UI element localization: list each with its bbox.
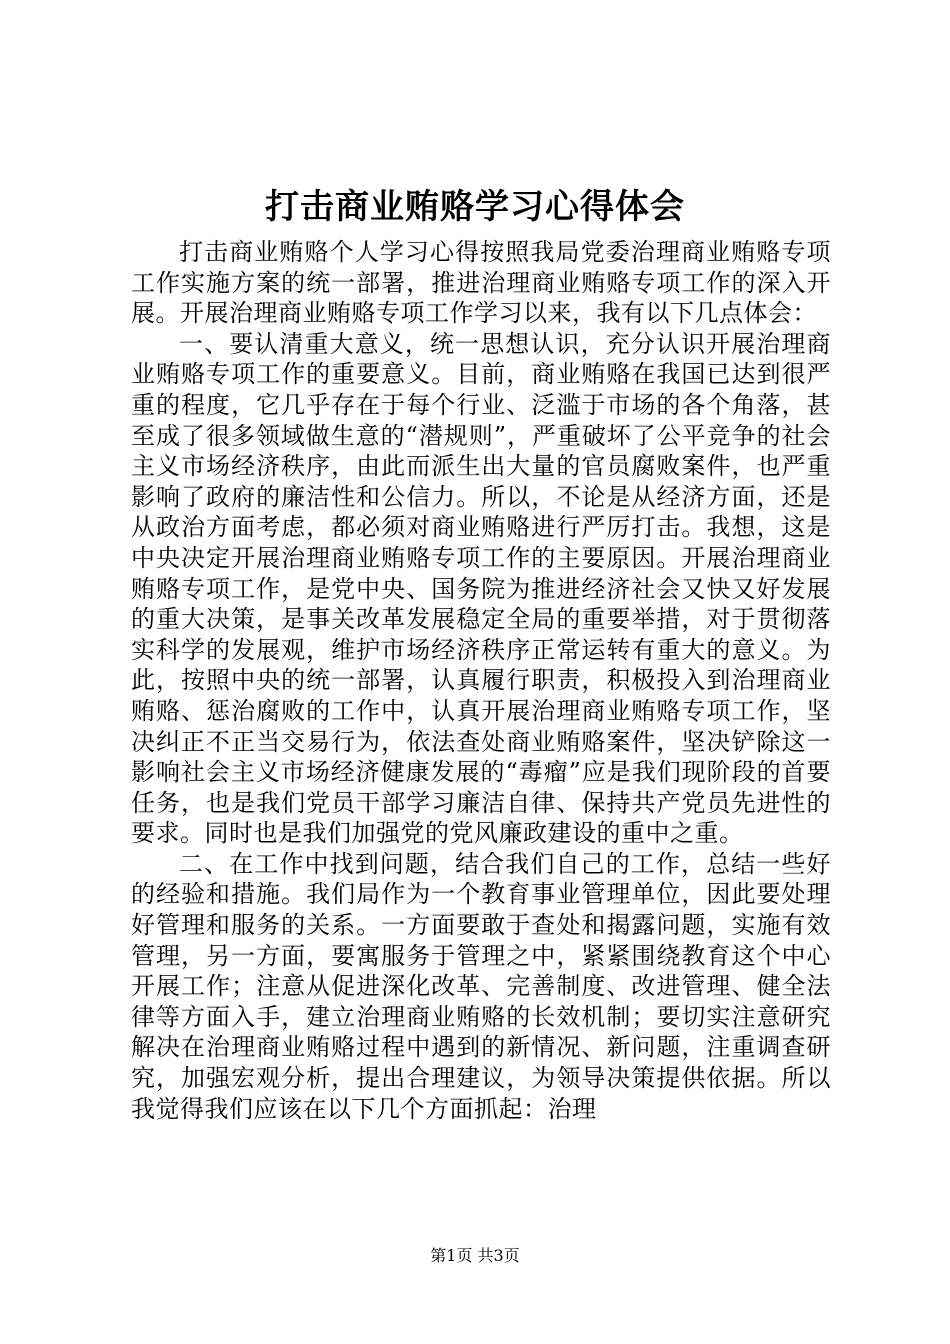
paragraph-point-two: 二、在工作中找到问题，结合我们自己的工作，总结一些好的经验和措施。我们局作为一个教育事业管理单位，因此要处理好管理和服务的关系。一方面要敢于查处和揭露问题，实施有效管理，另一方面，要寓服务于管理之中，紧紧围绕教育这个中心开展工作；注意从促进深化改革、完善制度、改进管理、健全法律等方面入手，建立治理商业贿赂的长效机制；要切实注意研究解决在治理商业贿赂过程中遇到的新情况、新问题，注重调查研究，加强宏观分析，提出合理建议，为领导决策提供依据。所以我觉得我们应该在以下几个方面抓起：治理 (131, 849, 831, 1123)
paragraph-intro: 打击商业贿赂个人学习心得按照我局党委治理商业贿赂专项工作实施方案的统一部署，推进治理商业贿赂专项工作的深入开展。开展治理商业贿赂专项工作学习以来，我有以下几点体会： (131, 238, 831, 328)
document-body (131, 237, 831, 1124)
page-number-footer: 第1页 共3页 (430, 1246, 520, 1265)
document-title: 打击商业贿赂学习心得体会 (265, 187, 685, 227)
paragraph-point-one: 一、要认清重大意义，统一思想认识，充分认识开展治理商业贿赂专项工作的重要意义。目前，商业贿赂在我国已达到很严重的程度，它几乎存在于每个行业、泛滥于市场的各个角落，甚至成了很多领域做生意的“潜规则”，严重破坏了公平竞争的社会主义市场经济秩序，由此而派生出大量的官员腐败案件，也严重影响了政府的廉洁性和公信力。所以，不论是从经济方面，还是从政治方面考虑，都必须对商业贿赂进行严厉打击。我想，这是中央决定开展治理商业贿赂专项工作的主要原因。开展治理商业贿赂专项工作，是党中央、国务院为推进经济社会又快又好发展的重大决策，是事关改革发展稳定全局的重要举措，对于贯彻落实科学的发展观，维护市场经济秩序正常运转有重大的意义。为此，按照中央的统一部署，认真履行职责，积极投入到治理商业贿赂、惩治腐败的工作中，认真开展治理商业贿赂专项工作，坚决纠正不正当交易行为，依法查处商业贿赂案件，坚决铲除这一影响社会主义市场经济健康发展的“毒瘤”应是我们现阶段的首要任务，也是我们党员干部学习廉洁自律、保持共产党员先进性的要求。同时也是我们加强党的党风廉政建设的重中之重。 (131, 329, 831, 848)
